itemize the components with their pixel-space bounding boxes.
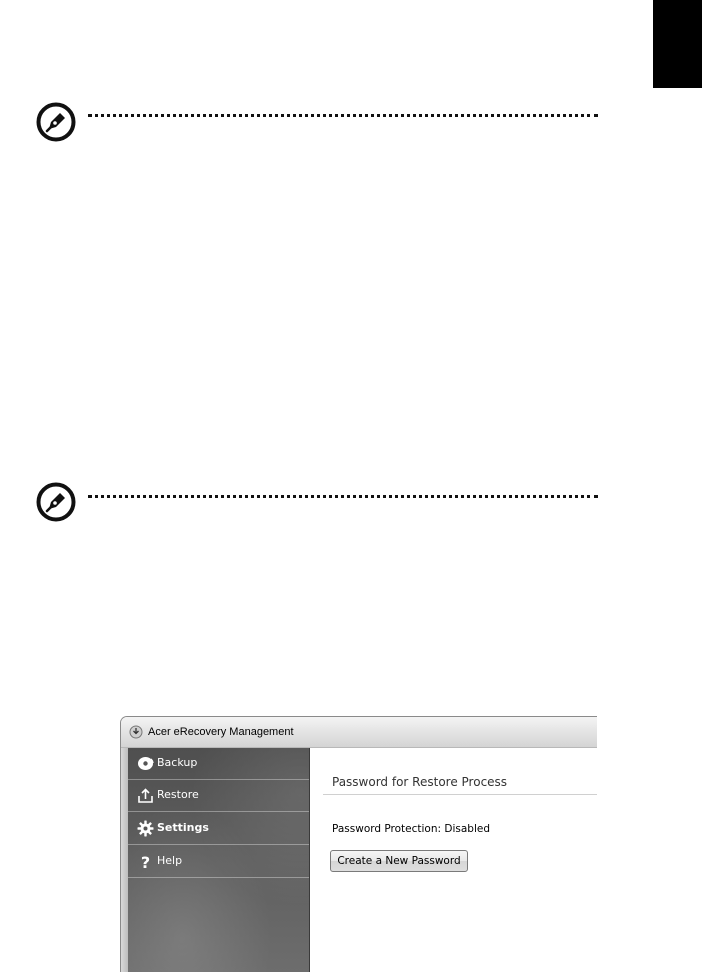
app-icon [129, 725, 143, 739]
sidebar-item-label: Settings [157, 821, 209, 834]
sidebar-item-settings[interactable] [128, 813, 309, 845]
sidebar-item-label: Help [157, 854, 183, 867]
language-thumb-tab [653, 0, 702, 88]
sidebar-item-label: Restore [157, 788, 199, 801]
window-frame-edge [121, 748, 128, 972]
window-title: Acer eRecovery Management [148, 726, 294, 738]
window-titlebar[interactable] [121, 717, 597, 748]
svg-text:?: ? [140, 853, 151, 870]
disc-icon [137, 755, 154, 772]
restore-icon [137, 787, 154, 804]
create-password-button[interactable]: Create a New Password [330, 850, 468, 872]
erecovery-window [120, 716, 597, 972]
heading-divider [323, 794, 597, 795]
sidebar-item-backup[interactable] [128, 748, 309, 780]
note-divider [88, 495, 598, 498]
note-pen-icon [36, 482, 76, 522]
note-divider [88, 114, 598, 117]
question-icon [137, 853, 154, 870]
sidebar [128, 748, 310, 972]
settings-panel [310, 748, 597, 972]
sidebar-item-label: Backup [157, 756, 198, 769]
sidebar-item-restore[interactable] [128, 780, 309, 812]
gear-icon [137, 820, 154, 837]
note-pen-icon [36, 102, 76, 142]
sidebar-item-help[interactable] [128, 846, 309, 878]
section-heading: Password for Restore Process [332, 775, 508, 789]
password-status: Password Protection: Disabled [332, 823, 490, 835]
